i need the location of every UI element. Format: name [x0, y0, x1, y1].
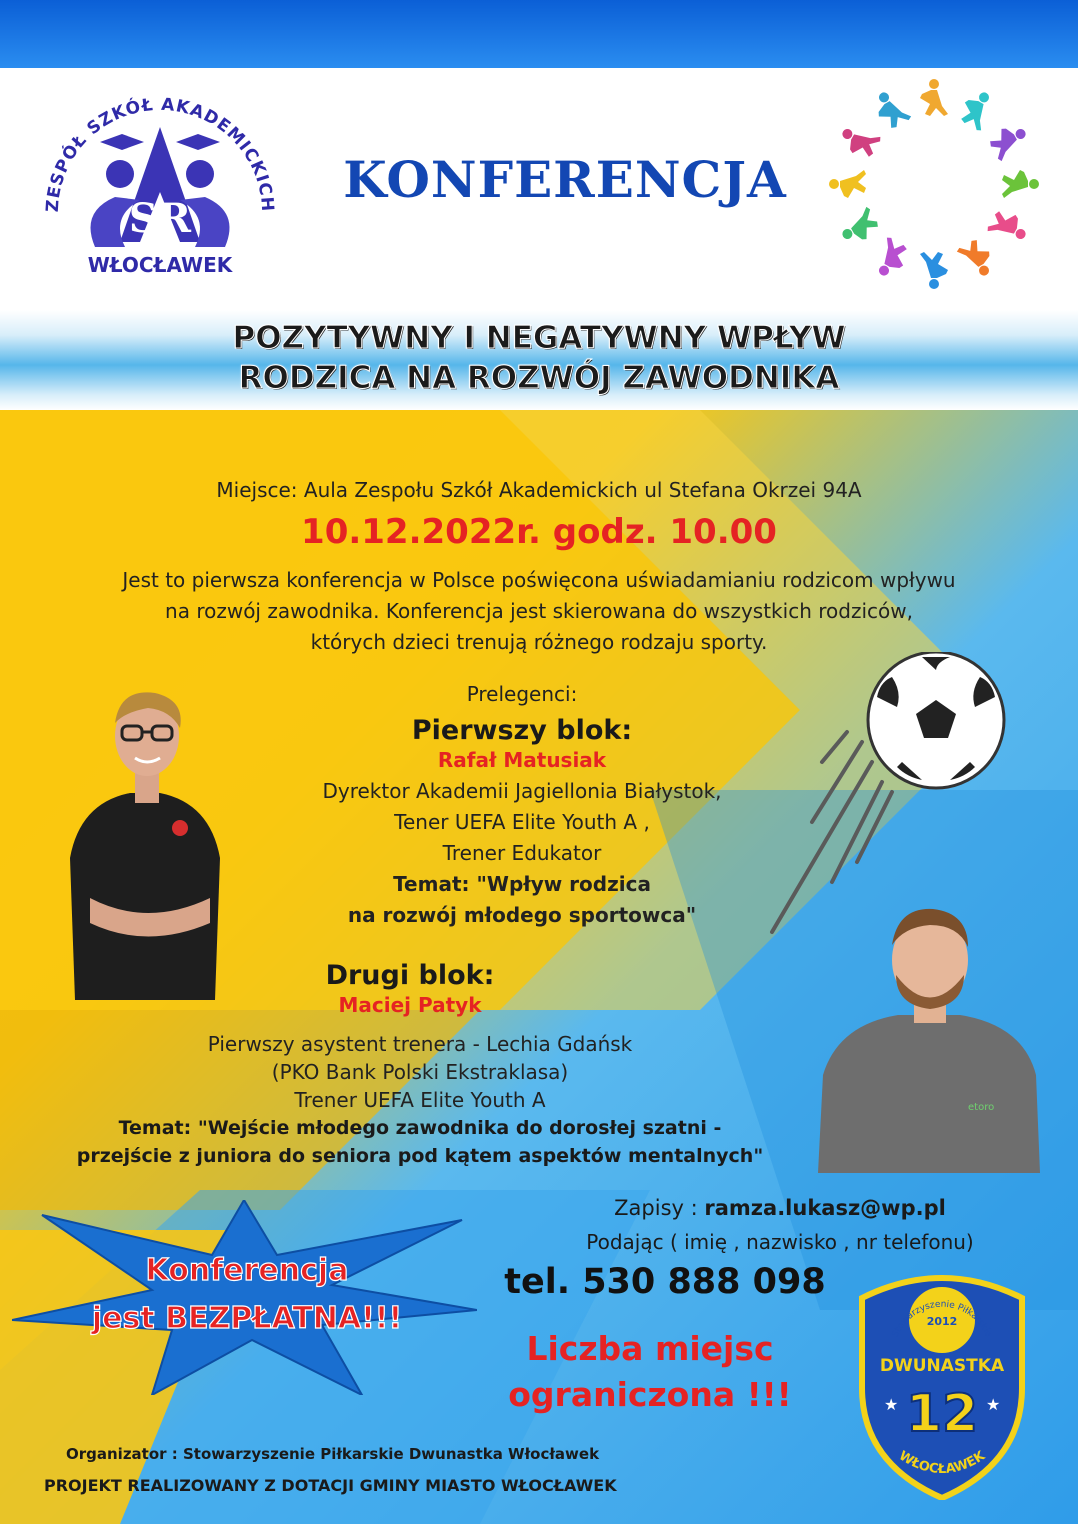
sport-figure-icon: [986, 119, 1032, 162]
speaker-2-roles: [100, 1030, 740, 1114]
sport-figure-icon: [920, 252, 948, 289]
speaker-2-role-3: Trener UEFA Elite Youth A: [294, 1088, 546, 1112]
school-logo: [40, 82, 280, 292]
sport-figure-icon: [836, 119, 882, 162]
sport-figure-icon: [836, 206, 882, 249]
registration-phone: tel. 530 888 098: [504, 1262, 826, 1302]
banner-title: [0, 318, 1078, 398]
club-logo-arc: Stowarzyszenie Piłkarskie: [890, 1299, 994, 1339]
event-description: [0, 565, 1078, 658]
sport-figure-icon: [956, 236, 999, 282]
speaker-block-1: [272, 715, 772, 931]
page-title: KONFERENCJA: [343, 150, 787, 209]
speaker-block-2-header: [220, 960, 600, 1017]
speaker-1-name: Rafał Matusiak: [437, 748, 607, 772]
sport-figure-icon: [829, 170, 866, 198]
school-logo-arc-text: ZESPÓŁ SZKÓŁ AKADEMICKICH: [42, 94, 278, 213]
speaker-2-name: Maciej Patyk: [338, 993, 482, 1017]
registration-label: Zapisy :: [614, 1196, 705, 1220]
sport-figure-icon: [869, 236, 912, 282]
speaker-2-role-1: Pierwszy asystent trenera - Lechia Gdańsk: [207, 1032, 633, 1056]
speaker-1-topic-1: Temat: "Wpływ rodzica: [393, 872, 651, 896]
description-line-1: Jest to pierwsza konferencja w Polsce poświęcona uświadamianiu rodzicom wpływu: [122, 568, 956, 592]
free-badge-line-1: Konferencja: [145, 1253, 349, 1288]
sport-figure-icon: [869, 86, 912, 132]
seat-limit-line-2: ograniczona !!!: [508, 1375, 792, 1414]
speaker-2-topic-2: przejście z juniora do seniora pod kątem aspektów mentalnych": [76, 1145, 764, 1167]
sport-figure-icon: [920, 79, 948, 116]
top-blue-band: [0, 0, 1078, 68]
speaker-2-role-2: (PKO Bank Polski Ekstraklasa): [271, 1060, 569, 1084]
footer-project: PROJEKT REALIZOWANY Z DOTACJI GMINY MIASTO WŁOCŁAWEK: [44, 1476, 617, 1495]
seat-limit-notice: [470, 1326, 830, 1418]
event-datetime: 10.12.2022r. godz. 10.00: [301, 512, 777, 552]
club-logo-year: 2012: [926, 1315, 958, 1328]
event-location: Miejsce: Aula Zespołu Szkół Akademickich ul Stefana Okrzei 94A: [216, 478, 862, 502]
block-1-title: Pierwszy blok:: [411, 715, 633, 746]
speaker-2-topic-1: Temat: "Wejście młodego zawodnika do dorosłej szatni -: [118, 1117, 722, 1139]
sport-figure-icon: [956, 86, 999, 132]
speaker-2-photo: [818, 905, 1040, 1173]
description-line-2: na rozwój zawodnika. Konferencja jest skierowana do wszystkich rodziców,: [165, 599, 913, 623]
footer-organizer: Organizator : Stowarzyszenie Piłkarskie Dwunastka Włocławek: [66, 1445, 600, 1463]
banner-line-2: RODZICA NA ROZWÓJ ZAWODNIKA: [238, 360, 840, 396]
speaker-1-topic-2: na rozwój młodego sportowca": [347, 903, 697, 927]
registration-line: [520, 1196, 1040, 1220]
soccer-ball-graphic: [752, 652, 1012, 942]
registration-instructions: Podając ( imię , nazwisko , nr telefonu): [586, 1230, 974, 1254]
svg-text:★: ★: [884, 1395, 899, 1414]
club-logo-name: DWUNASTKA: [879, 1356, 1005, 1376]
speaker-2-topic: [20, 1114, 820, 1170]
club-logo-city: WŁOCŁAWEK: [896, 1448, 988, 1478]
club-logo-number: 12: [905, 1384, 979, 1444]
block-2-title: Drugi blok:: [325, 960, 495, 991]
description-line-3: których dzieci trenują różnego rodzaju sporty.: [310, 630, 768, 654]
sports-circle-logo: [822, 72, 1047, 297]
banner-line-1: POZYTYWNY I NEGATYWNY WPŁYW: [232, 320, 846, 356]
sport-figure-icon: [986, 206, 1032, 249]
speaker-1-role-2: Tener UEFA Elite Youth A ,: [394, 810, 650, 834]
registration-email: ramza.lukasz@wp.pl: [704, 1196, 946, 1220]
free-entry-badge: [12, 1200, 477, 1395]
free-badge-line-2: jest BEZPŁATNA!!!: [91, 1301, 403, 1336]
school-logo-city: WŁOCŁAWEK: [87, 253, 233, 277]
speaker-1-role-3: Trener Edukator: [442, 841, 602, 865]
svg-text:etoro: etoro: [968, 1102, 995, 1113]
sport-figure-icon: [1002, 170, 1039, 198]
speakers-heading: Prelegenci:: [466, 682, 578, 706]
seat-limit-line-1: Liczba miejsc: [526, 1329, 774, 1368]
speaker-1-photo: [60, 688, 230, 1000]
svg-text:★: ★: [986, 1395, 1001, 1414]
speaker-1-role-1: Dyrektor Akademii Jagiellonia Białystok,: [322, 779, 722, 803]
svg-text:SR: SR: [128, 195, 192, 242]
club-logo: [852, 1268, 1032, 1500]
